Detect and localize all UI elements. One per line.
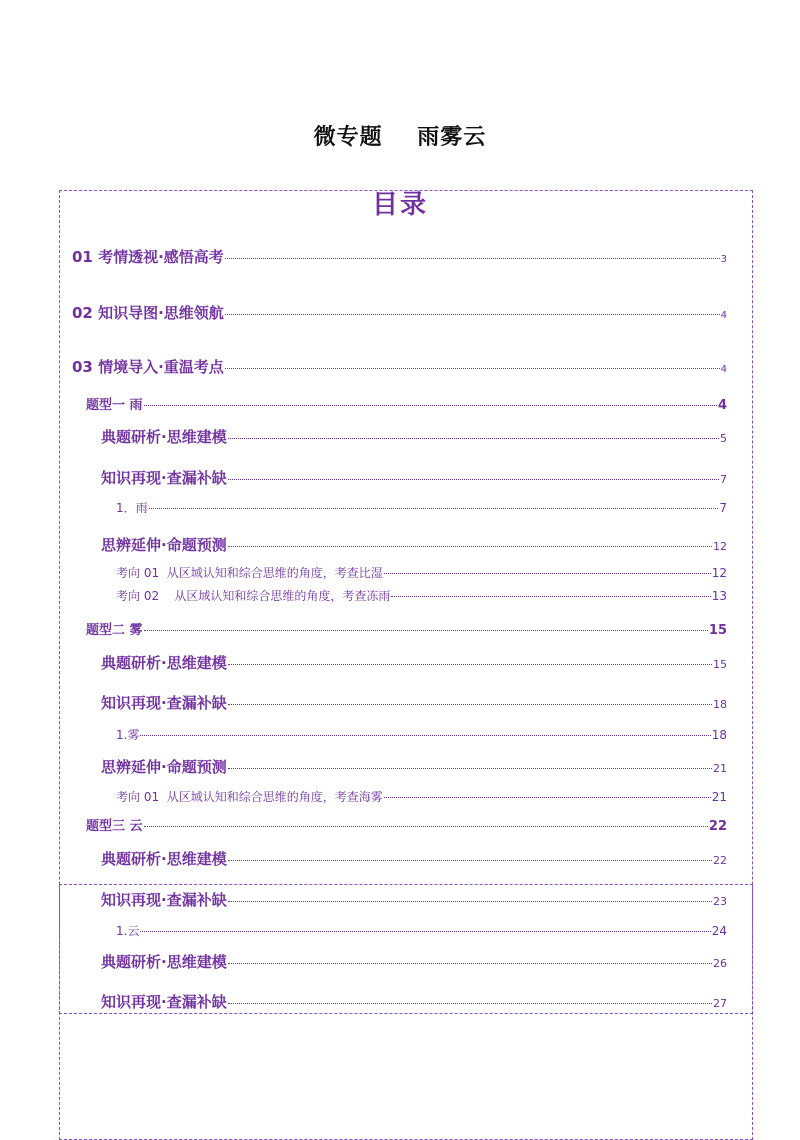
toc-entry-label: 题型三 云 (86, 819, 143, 834)
toc-entry-page: 15 (713, 658, 727, 671)
toc-entry-label: 1.云 (116, 924, 140, 938)
toc-entry-page: 4 (720, 310, 727, 321)
toc-entry[interactable] (101, 426, 727, 447)
toc-entry-label: 典题研析·思维建模 (101, 953, 227, 971)
toc-entry-page: 18 (713, 698, 727, 711)
toc-entry-label: 题型二 雾 (86, 623, 143, 638)
toc-entry[interactable] (116, 499, 727, 516)
toc-entry-label: 1.雾 (116, 728, 140, 742)
toc-entry-page: 4 (717, 398, 727, 413)
toc-entry-page: 23 (713, 895, 727, 908)
toc-dot-leader (144, 405, 717, 406)
toc-entry-label: 典题研析·思维建模 (101, 428, 227, 446)
toc-entry-label: 知识再现·查漏补缺 (101, 993, 227, 1011)
toc-dot-leader (225, 314, 720, 315)
toc-entry-page: 4 (720, 364, 727, 375)
toc-entry[interactable] (101, 534, 727, 555)
toc-entry-label: 考向 01 从区域认知和综合思维的角度，考查比湿 (116, 566, 383, 580)
toc-heading: 目录 (371, 190, 428, 220)
toc-entry-label: 知识再现·查漏补缺 (101, 891, 227, 909)
toc-dot-leader (228, 546, 712, 547)
toc-entry[interactable] (101, 889, 727, 910)
toc-entry-page: 7 (720, 473, 727, 486)
toc-entry-page: 12 (711, 566, 727, 580)
toc-entry-label: 03 情境导入·重温考点 (72, 358, 224, 376)
toc-entry[interactable] (86, 394, 727, 413)
toc-dot-leader (149, 508, 719, 509)
toc-entry-label: 典题研析·思维建模 (101, 850, 227, 868)
toc-entry[interactable] (101, 692, 727, 713)
toc-entry[interactable] (116, 788, 727, 805)
toc-entry[interactable] (101, 467, 727, 488)
toc-dot-leader (391, 596, 710, 597)
toc-entry-label: 考向 02 从区域认知和综合思维的角度，考查冻雨 (116, 589, 391, 603)
toc-entry[interactable] (101, 848, 727, 869)
toc-entry-page: 12 (713, 540, 727, 553)
toc-entry-page: 21 (713, 762, 727, 775)
toc-dot-leader (228, 704, 712, 705)
toc-dot-leader (228, 664, 712, 665)
toc-entry[interactable] (116, 922, 727, 939)
toc-dot-leader (144, 630, 708, 631)
page-title: 微专题 雨雾云 (313, 125, 487, 150)
toc-dot-leader (228, 901, 712, 902)
toc-entry-label: 01 考情透视·感悟高考 (72, 248, 224, 266)
toc-entry-page: 3 (720, 254, 727, 265)
toc-dot-leader (384, 573, 711, 574)
toc-entry-page: 26 (713, 957, 727, 970)
toc-entry-label: 1．雨 (116, 501, 148, 515)
toc-entry[interactable] (116, 726, 727, 743)
toc-entry[interactable] (72, 302, 727, 323)
toc-dot-leader (228, 768, 712, 769)
toc-dot-leader (225, 258, 720, 259)
toc-entry[interactable] (72, 246, 727, 267)
toc-entry[interactable] (101, 951, 727, 972)
toc-dot-leader (228, 963, 712, 964)
toc-entry-label: 题型一 雨 (86, 398, 143, 413)
toc-dot-leader (140, 735, 710, 736)
toc-entry-label: 考向 01 从区域认知和综合思维的角度，考查海雾 (116, 790, 383, 804)
toc-entry-page: 18 (711, 728, 727, 742)
toc-entry-page: 13 (711, 589, 727, 603)
toc-entry-page: 7 (719, 501, 727, 515)
toc-entry[interactable] (101, 991, 727, 1012)
toc-dot-leader (384, 797, 711, 798)
toc-entry-page: 21 (711, 790, 727, 804)
toc-entry-label: 02 知识导图·思维领航 (72, 304, 224, 322)
toc-entry-label: 思辨延伸·命题预测 (101, 758, 227, 776)
toc-entry-page: 22 (713, 854, 727, 867)
toc-dot-leader (228, 860, 712, 861)
toc-entry-page: 15 (708, 623, 727, 638)
toc-entry-page: 22 (708, 819, 727, 834)
toc-entry[interactable] (116, 587, 727, 604)
toc-entry-page: 27 (713, 997, 727, 1010)
toc-entry-page: 24 (711, 924, 727, 938)
toc-entry-label: 知识再现·查漏补缺 (101, 469, 227, 487)
toc-dot-leader (228, 438, 719, 439)
toc-entry[interactable] (101, 652, 727, 673)
toc-entry[interactable] (86, 619, 727, 638)
toc-entry-page: 5 (720, 432, 727, 445)
toc-entry[interactable] (116, 564, 727, 581)
toc-dot-leader (144, 826, 708, 827)
toc-entry-label: 知识再现·查漏补缺 (101, 694, 227, 712)
toc-entry[interactable] (72, 356, 727, 377)
toc-entry-label: 思辨延伸·命题预测 (101, 536, 227, 554)
toc-dot-leader (140, 931, 710, 932)
toc-entry-label: 典题研析·思维建模 (101, 654, 227, 672)
toc-entry[interactable] (101, 756, 727, 777)
toc-dot-leader (225, 368, 720, 369)
toc-dot-leader (228, 479, 719, 480)
toc-entry[interactable] (86, 815, 727, 834)
toc-dot-leader (228, 1003, 712, 1004)
